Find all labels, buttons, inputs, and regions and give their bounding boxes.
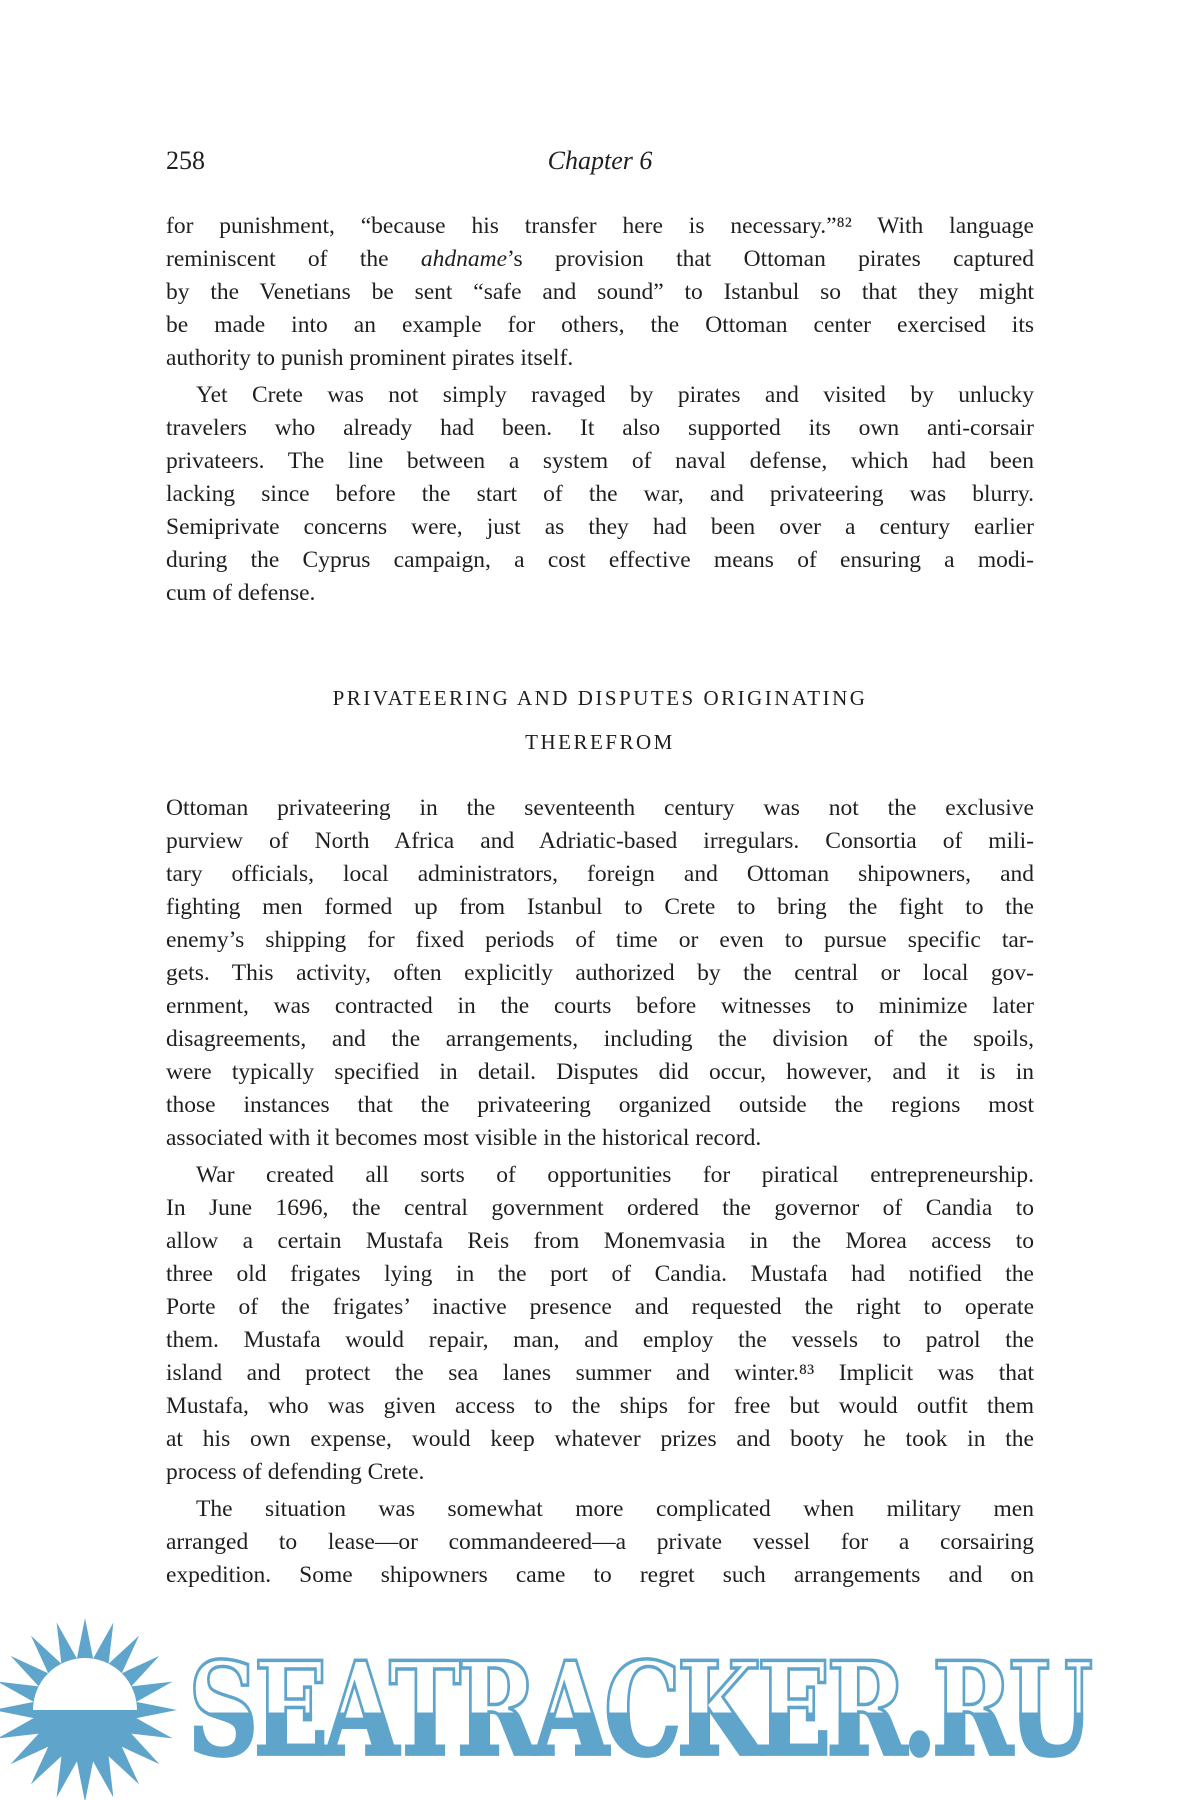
- body-line: authority to punish prominent pirates itself.: [166, 345, 574, 371]
- chapter-title: Chapter 6: [547, 146, 653, 175]
- paragraph: [166, 1159, 1034, 1489]
- body-line: those instances that the privateering organized outside the regions most: [166, 1092, 1034, 1118]
- body-line: travelers who already had been. It also supported its own anti-corsair: [166, 415, 1034, 441]
- body-line: arranged to lease—or commandeered—a private vessel for a corsairing: [166, 1529, 1034, 1555]
- body-line: associated with it becomes most visible in the historical record.: [166, 1125, 762, 1151]
- body-line: process of defending Crete.: [166, 1459, 425, 1485]
- paragraph: [166, 210, 1034, 375]
- italic-term: ahdname: [420, 246, 507, 272]
- body-line: Semiprivate concerns were, just as they had been over a century earlier: [166, 514, 1034, 540]
- body-line: island and protect the sea lanes summer and winter.⁸³ Implicit was that: [166, 1360, 1034, 1386]
- body-line: Porte of the frigates’ inactive presence and requested the right to operate: [166, 1294, 1034, 1320]
- body-line: be made into an example for others, the Ottoman center exercised its: [166, 312, 1034, 338]
- body-text: [166, 210, 1034, 1592]
- body-line: at his own expense, would keep whatever prizes and booty he took in the: [166, 1426, 1034, 1452]
- body-line: reminiscent of the ahdname’s provision that Ottoman pirates captured: [166, 246, 1034, 272]
- running-head: [166, 146, 1034, 182]
- body-line: fighting men formed up from Istanbul to Crete to bring the fight to the: [166, 894, 1034, 920]
- body-line: expedition. Some shipowners came to regret such arrangements and on: [166, 1562, 1034, 1588]
- section-heading-line-1: PRIVATEERING AND DISPUTES ORIGINATING: [332, 686, 868, 710]
- body-line: War created all sorts of opportunities for piratical entrepreneurship.: [196, 1162, 1034, 1188]
- paragraph: [166, 1493, 1034, 1592]
- body-line: cum of defense.: [166, 580, 316, 606]
- paragraph: [166, 379, 1034, 610]
- sun-over-sea-icon: [0, 1615, 180, 1800]
- body-line: tary officials, local administrators, foreign and Ottoman shipowners, and: [166, 861, 1034, 887]
- body-line: The situation was somewhat more complicated when military men: [196, 1496, 1034, 1522]
- section-heading-line-2: THEREFROM: [525, 730, 675, 754]
- paragraph-group: [166, 210, 1034, 610]
- page-number: 258: [166, 146, 205, 175]
- body-line: Mustafa, who was given access to the ships for free but would outfit them: [166, 1393, 1034, 1419]
- paragraph-group: [166, 792, 1034, 1592]
- body-line: lacking since before the start of the war, and privateering was blurry.: [166, 481, 1034, 507]
- body-line: ernment, was contracted in the courts before witnesses to minimize later: [166, 993, 1034, 1019]
- body-line: during the Cyprus campaign, a cost effective means of ensuring a modi-: [166, 547, 1034, 573]
- paragraph: [166, 792, 1034, 1155]
- body-line: purview of North Africa and Adriatic-based irregulars. Consortia of mili-: [166, 828, 1034, 854]
- body-line: by the Venetians be sent “safe and sound” to Istanbul so that they might: [166, 279, 1034, 305]
- body-line: allow a certain Mustafa Reis from Monemvasia in the Morea access to: [166, 1228, 1034, 1254]
- body-line: disagreements, and the arrangements, including the division of the spoils,: [166, 1026, 1034, 1052]
- body-line: gets. This activity, often explicitly authorized by the central or local gov-: [166, 960, 1034, 986]
- body-line: In June 1696, the central government ordered the governor of Candia to: [166, 1195, 1034, 1221]
- body-line: Yet Crete was not simply ravaged by pirates and visited by unlucky: [196, 382, 1034, 408]
- body-line: three old frigates lying in the port of Candia. Mustafa had notified the: [166, 1261, 1034, 1287]
- watermark-text: SEATRACKER.RU: [188, 1635, 1089, 1785]
- body-line: them. Mustafa would repair, man, and employ the vessels to patrol the: [166, 1327, 1034, 1353]
- section-heading: [166, 676, 1034, 764]
- body-line: privateers. The line between a system of naval defense, which had been: [166, 448, 1034, 474]
- body-line: for punishment, “because his transfer here is necessary.”⁸² With language: [166, 213, 1034, 239]
- body-line: Ottoman privateering in the seventeenth century was not the exclusive: [166, 795, 1034, 821]
- body-line: were typically specified in detail. Disputes did occur, however, and it is in: [166, 1059, 1034, 1085]
- body-line: enemy’s shipping for fixed periods of time or even to pursue specific tar-: [166, 927, 1034, 953]
